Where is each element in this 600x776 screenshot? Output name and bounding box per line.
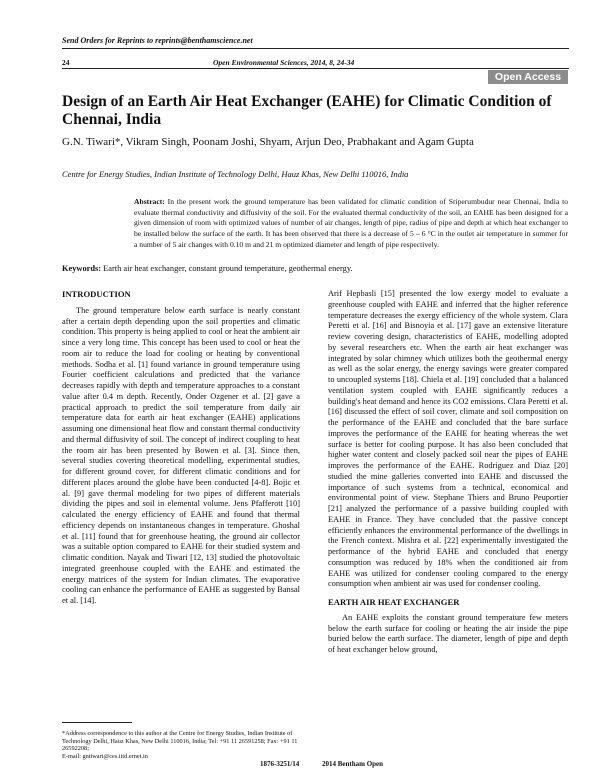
reprint-notice: Send Orders for Reprints to reprints@benthamscience.net (62, 36, 253, 45)
abstract-text: In the present work the ground temperature has been validated for climatic condition of Sriperumbudur near Chennai, India to evaluate thermal conductivity and diffusivity of the soil. For the evaluated thermal conductivity of the soil, an EAHE has been designed for a given dimension of room with optimized values of number of air changes, length of pipe, radius of pipe and depth at which heat exchanger to be installed below the surface of the earth. It has been observed that there is a decrease of 5 – 6 °C in the outlet air temperature in summer for a number of 5 air changes with 0.10 m and 21 m optimized diameter and length of pipe respectively. (134, 197, 568, 249)
header-rule-top (62, 48, 569, 49)
keywords-text: Earth air heat exchanger, constant ground temperature, geothermal energy. (101, 264, 353, 273)
footnote-rule (62, 722, 132, 723)
publisher: 2014 Bentham Open (322, 760, 384, 768)
intro-paragraph: The ground temperature below earth surface is nearly constant after a certain depth depending upon the soil properties and climatic condition. This property is being applied to cool or heat the ambient air since a very long time. This concept has been used to cool or heat the room air to reduce the load for cooling or heating by conventional methods. Sodha et al. [1] found variance in ground temperature using Fourier coefficient calculations and predicted that the variance decreases rapidly with depth and temperature approaches to a constant value after 0.4 m depth. Recently, Onder Ozgener et al. [2] gave a practical approach to predict the soil temperature from daily air temperature data for earth air heat exchanger (EAHE) applications assuming one dimensional heat flow and constant thermal conductivity and thermal diffusivity of soil. The concept of indirect coupling to heat the room air has been presented by Bowen et al. [3]. Since then, several studies covering theoretical modelling, experimental studies, for different ground cover, for different climatic conditions and for different places around the globe have been conducted [4-8]. Bojic et al. [9] gave thermal modeling for two pipes of different materials dividing the pipes and soil in elemental volume. Jens Pfafferott [10] calculated the energy efficiency of EAHE and found that thermal efficiency depends on instantaneous changes in temperature. Ghoshal et al. [11] found that for greenhouse heating, the ground air collector was a suitable option compared to EAHE for their studied system and climatic condition. Nayak and Tiwari [12, 13] studied the photovoltaic integrated greenhouse coupled with the EAHE and estimated the energy matrices of the system for Indian climates. The evaporative cooling can enhance the performance of EAHE as suggested by Bansal et al. [14]. (62, 305, 300, 605)
affiliation: Centre for Energy Studies, Indian Institute of Technology Delhi, Hauz Khas, New Delhi 110016, India (62, 169, 409, 179)
open-access-badge: Open Access (488, 70, 568, 84)
footnote (62, 730, 302, 760)
author-list: G.N. Tiwari*, Vikram Singh, Poonam Joshi, Shyam, Arjun Deo, Prabhakant and Agam Gupta (62, 136, 474, 148)
left-column (62, 289, 300, 607)
right-column (328, 289, 568, 656)
abstract-label: Abstract: (134, 197, 165, 206)
right-paragraph: Arif Hepbasli [15] presented the low exergy model to evaluate a greenhouse coupled with EAHE and inferred that the higher reference temperature decreases the exergy efficiency of the whole system. Clara Peretti et al. [16] and Bisnoyia et al. [17] gave an extensive literature review covering design, characteristics of EAHE, modelling adopted by several researchers etc. When the earth air heat exchanger was integrated by solar chimney which utilizes both the geothermal energy as well as the solar energy, the energy savings were greater compared to uncoupled systems [18]. Chiela et al. [19] concluded that a balanced ventilation system coupled with EAHE significantly reduces a building's heat demand and hence its CO2 emissions. Clara Peretti et al. [16] discussed the effect of soil cover, climate and soil composition on the performance of the EAHE and concluded that the bare surface improves the performance of the EAHE for heating whereas the wet surface is better for cooling purpose. It has also been concluded that higher water content and closely packed soil near the pipes of EAHE improves the performance of the EAHE. Rodriguez and Diaz [20] studied the mine galleries converted into EAHE and discussed the importance of such systems from a technical, economical and environmental point of view. Stephane Thiers and Bruno Peuportier [21] analyzed the performance of a passive building coupled with EAHE in France. They have concluded that the passive concept efficiently enhances the environmental performance of the dwellings in the French context. Mishra et al. [22] experimentally investigated the performance of the hybrid EAHE and concluded that energy consumption was reduced by 18% when the conditioned air from EAHE was utilized for condenser cooling compared to the energy consumption when ambient air was used for condenser cooling. (328, 289, 568, 589)
abstract (134, 197, 568, 251)
issn: 1876-3251/14 (260, 760, 300, 768)
intro-heading: INTRODUCTION (62, 289, 131, 299)
header-rule-bottom (62, 68, 569, 69)
eahe-heading: EARTH AIR HEAT EXCHANGER (328, 597, 460, 607)
keywords-label: Keywords: (62, 264, 102, 273)
eahe-paragraph: An EAHE exploits the constant ground temperature few meters below the earth surface for cooling or heating the air inside the pipe buried below the earth surface. The diameter, length of pipe and depth of heat exchanger below ground, (328, 612, 568, 654)
footnote-text: *Address correspondence to this author at the Centre for Energy Studies, Indian Institute of Technology Delhi, Hauz Khas, New Delhi 110016, India; Tel: +91 11 26591258; Fax: +91 11 26592208; (62, 730, 298, 753)
footnote-email: E-mail: gntiwari@ces.iitd.ernet.in (62, 752, 148, 760)
article-title: Design of an Earth Air Heat Exchanger (EAHE) for Climatic Condition of Chennai, India (62, 93, 552, 128)
journal-citation: Open Environmental Sciences, 2014, 8, 24-34 (213, 58, 355, 67)
page-number: 24 (62, 58, 70, 67)
keywords (62, 264, 568, 273)
